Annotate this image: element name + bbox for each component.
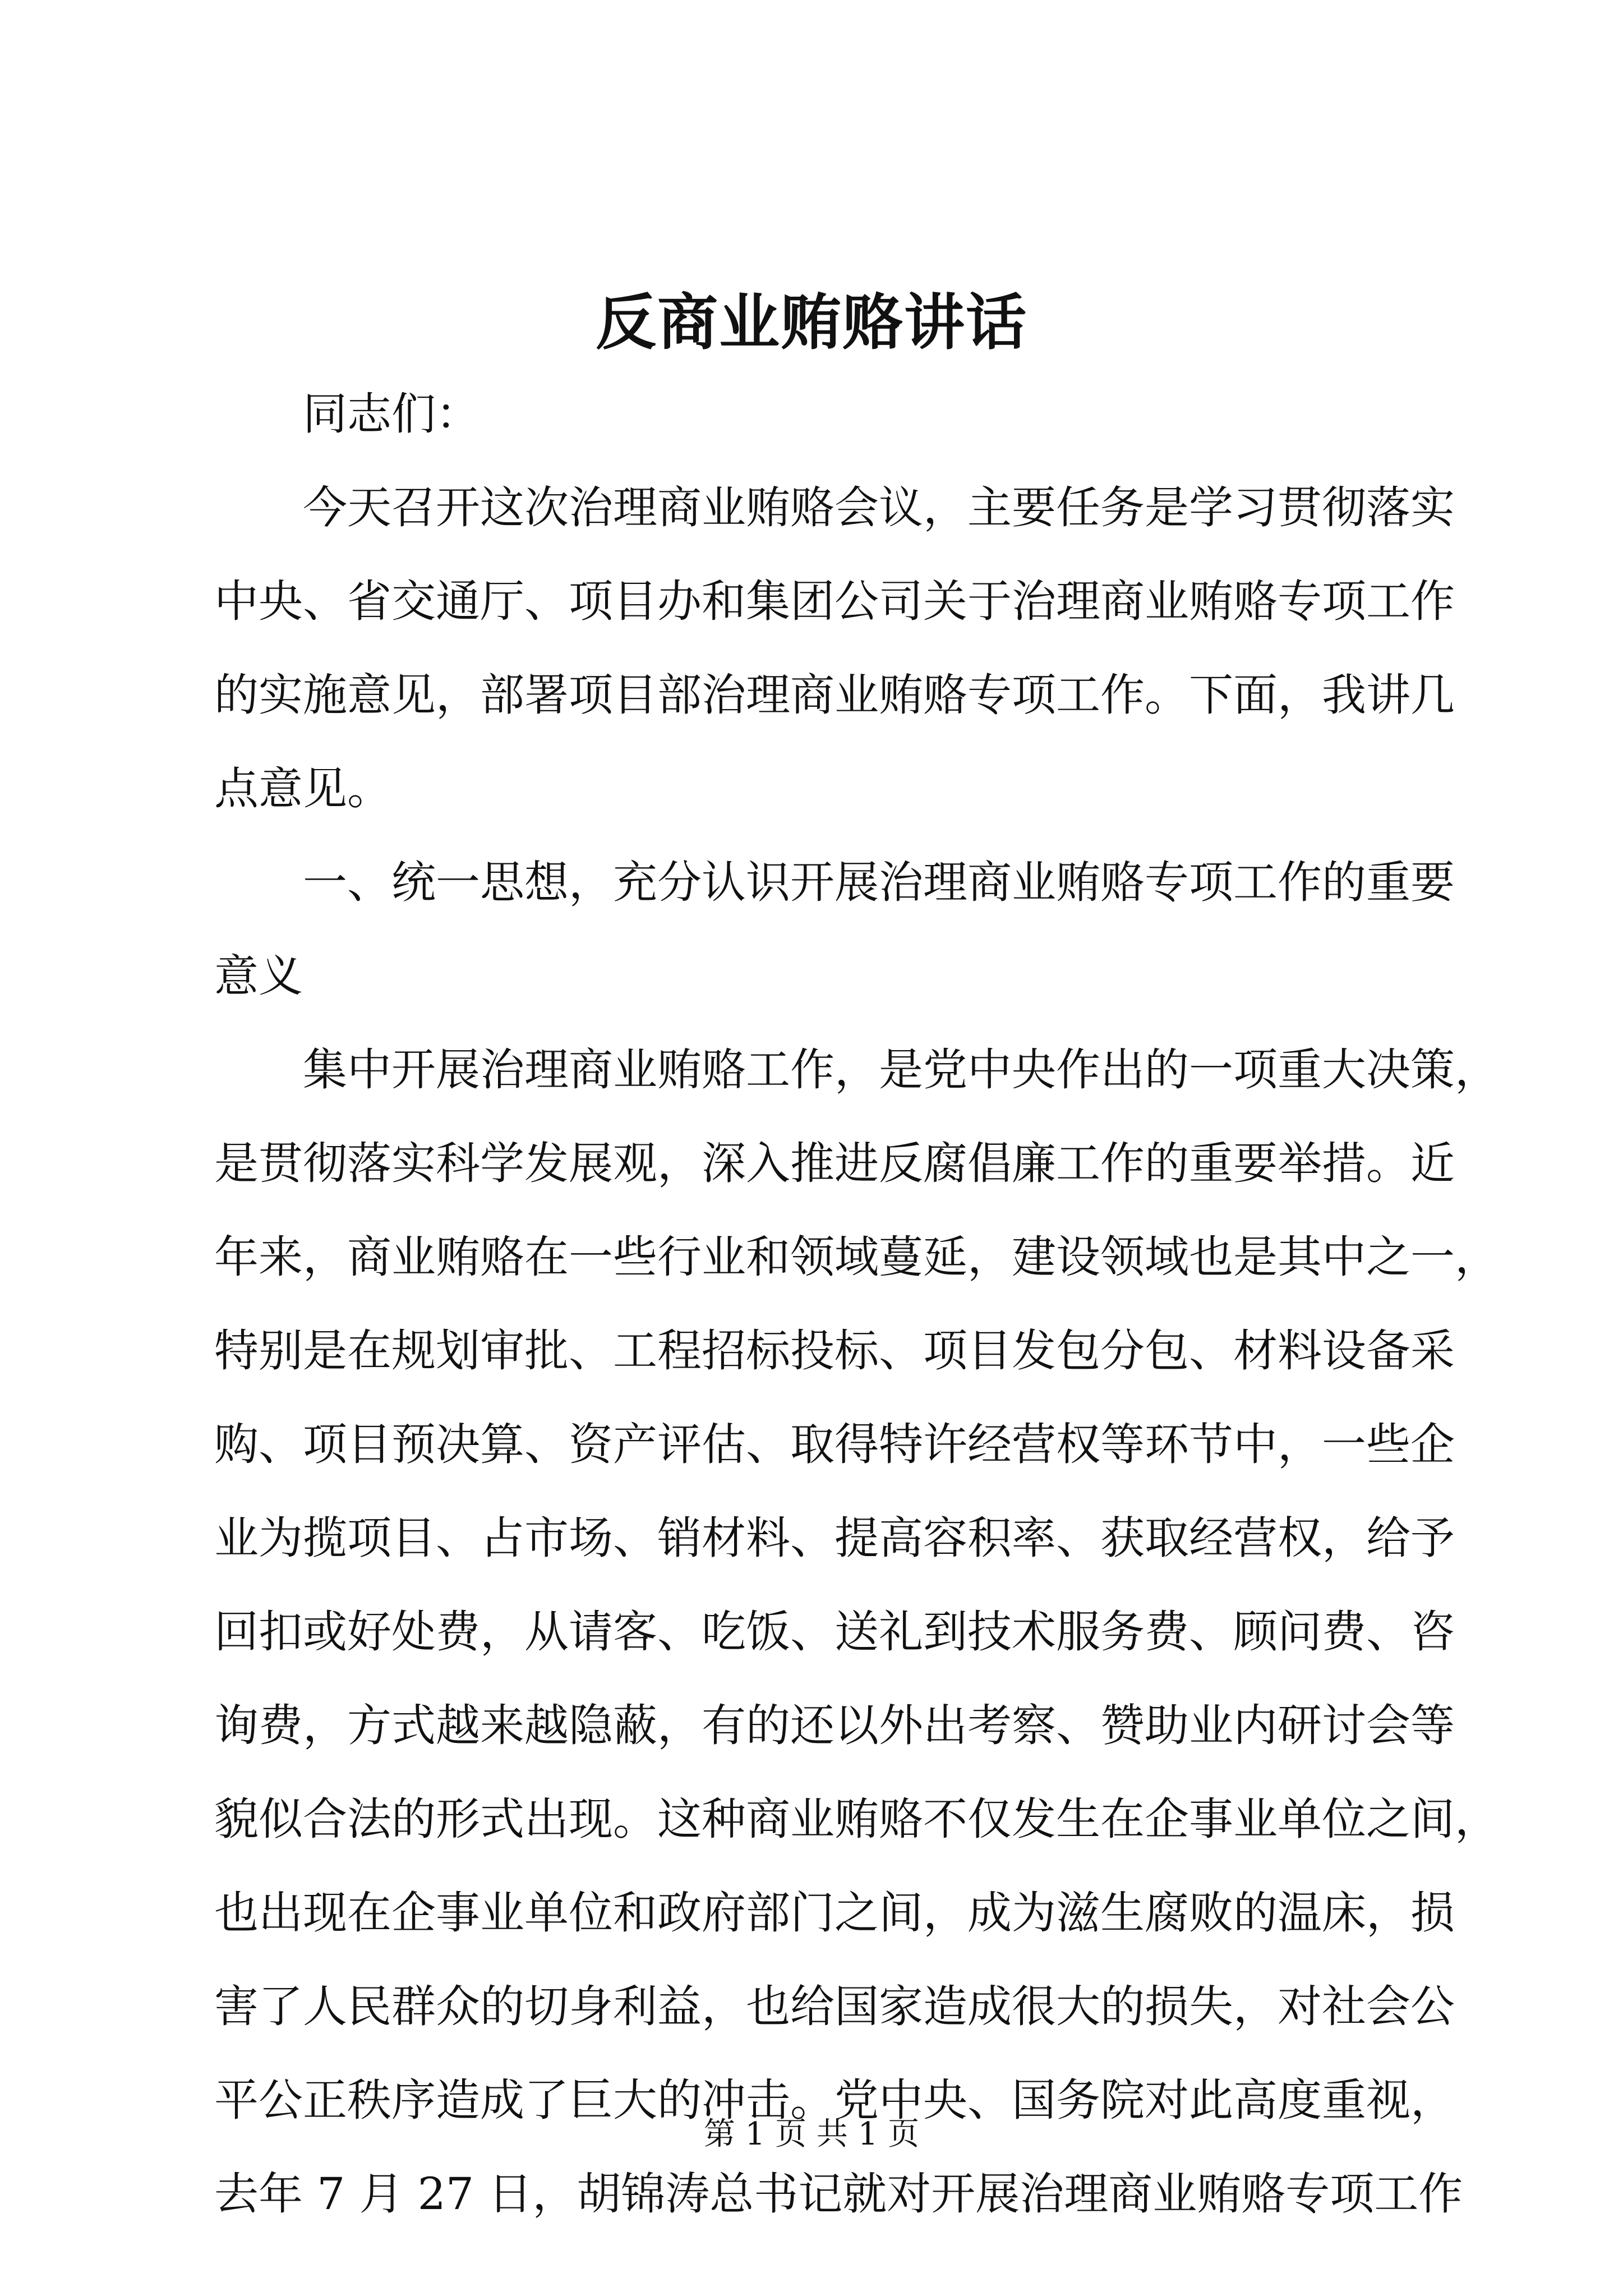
paragraph-1-line-1: 今天召开这次治理商业贿赂会议，主要任务是学习贯彻落实: [303, 482, 1455, 533]
section-heading-line-2: 意义: [214, 950, 303, 1002]
page-footer: 第 1 页 共 1 页: [703, 2116, 920, 2152]
paragraph-1-line-3: 的实施意见，部署项目部治理商业贿赂专项工作。下面，我讲几: [214, 669, 1455, 721]
document-body: [214, 367, 1499, 2241]
paragraph-2-line-3: 年来，商业贿赂在一些行业和领域蔓延，建设领域也是其中之一，: [214, 1231, 1499, 1283]
paragraph-1-line-4: 点意见。: [214, 763, 391, 815]
paragraph-2-line-13: 去年 7 月 27 日，胡锦涛总书记就对开展治理商业贿赂专项工作: [214, 2168, 1463, 2220]
paragraph-1-line-2: 中央、省交通厅、项目办和集团公司关于治理商业贿赂专项工作: [214, 576, 1455, 627]
paragraph-2-line-1: 集中开展治理商业贿赂工作，是党中央作出的一项重大决策，: [303, 1044, 1499, 1096]
paragraph-2-line-11: 害了人民群众的切身利益，也给国家造成很大的损失，对社会公: [214, 1981, 1455, 2032]
paragraph-2-line-2: 是贯彻落实科学发展观，深入推进反腐倡廉工作的重要举措。近: [214, 1138, 1455, 1189]
paragraph-2-line-7: 回扣或好处费，从请客、吃饭、送礼到技术服务费、顾问费、咨: [214, 1606, 1455, 1658]
paragraph-2-line-10: 也出现在企事业单位和政府部门之间，成为滋生腐败的温床，损: [214, 1887, 1455, 1939]
paragraph-2-line-9: 貌似合法的形式出现。这种商业贿赂不仅发生在企事业单位之间，: [214, 1793, 1499, 1845]
salutation-line: 同志们：: [303, 388, 480, 440]
paragraph-2-line-8: 询费，方式越来越隐蔽，有的还以外出考察、赞助业内研讨会等: [214, 1700, 1455, 1751]
paragraph-2-line-5: 购、项目预决算、资产评估、取得特许经营权等环节中，一些企: [214, 1419, 1455, 1470]
paragraph-2-line-4: 特别是在规划审批、工程招标投标、项目发包分包、材料设备采: [214, 1325, 1455, 1377]
paragraph-2-line-12: 平公正秩序造成了巨大的冲击。党中央、国务院对此高度重视，: [214, 2074, 1455, 2126]
document-title: 反商业贿赂讲话: [595, 287, 1027, 358]
paragraph-2-line-6: 业为揽项目、占市场、销材料、提高容积率、获取经营权，给予: [214, 1512, 1455, 1564]
section-heading-line-1: 一、统一思想，充分认识开展治理商业贿赂专项工作的重要: [303, 857, 1455, 908]
